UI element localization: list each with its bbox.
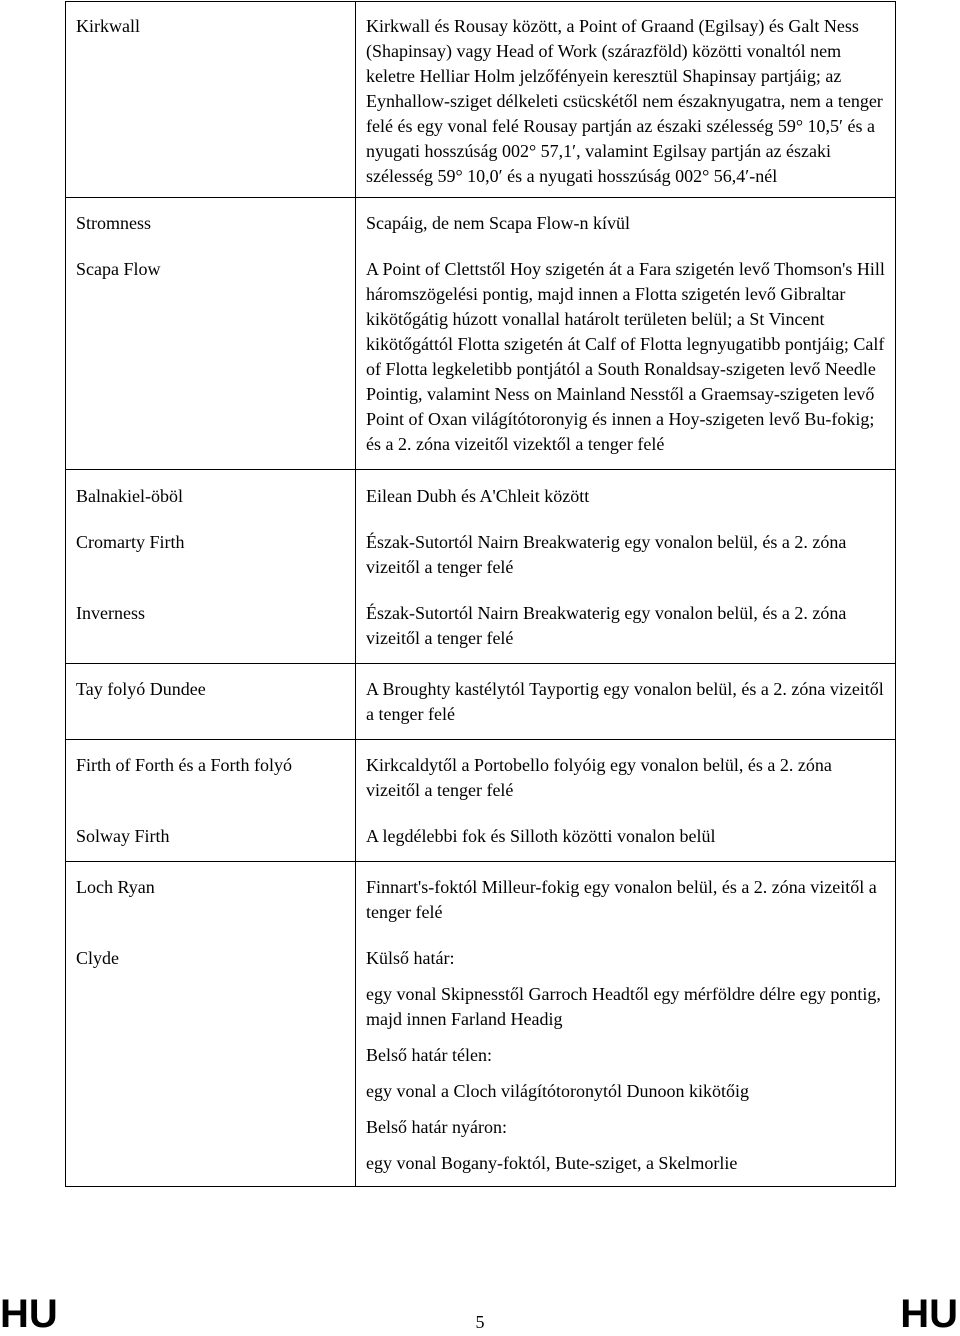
table-row xyxy=(66,664,896,740)
boundary-heading: Külső határ: xyxy=(366,948,455,968)
language-code-right: HU xyxy=(900,1292,958,1336)
location-name: Firth of Forth és a Forth folyó xyxy=(76,755,292,775)
location-cell xyxy=(66,198,356,470)
boundary-description: egy vonal Skipnesstől Garroch Headtől egy mérföldre délre egy pontig, majd innen Farland Headig xyxy=(366,984,881,1029)
location-cell xyxy=(66,2,356,198)
location-name: Inverness xyxy=(76,603,145,623)
table-row xyxy=(66,862,896,1187)
boundary-description: Észak-Sutortól Nairn Breakwaterig egy vonalon belül, és a 2. zóna vizeitől a tenger felé xyxy=(366,603,847,648)
location-name: Tay folyó Dundee xyxy=(76,679,206,699)
boundary-description: Kirkwall és Rousay között, a Point of Graand (Egilsay) és Galt Ness (Shapinsay) vagy Head of Work (szárazföld) közötti vonaltól nem keletre Helliar Holm jelzőfényein keresztül Shapinsay partjáig; az Eynhallow-sziget délkeleti csücskétől nem északnyugatra, nem a tenger felé és egy vonal felé Rousay partján az északi szélesség 59° 10,5′ és a nyugati hosszúság 002° 57,1′, valamint Egilsay partján az északi szélesség 59° 10,0′ és a nyugati hosszúság 002° 56,4′-nél xyxy=(366,16,883,186)
location-name: Kirkwall xyxy=(76,16,140,36)
location-name: Solway Firth xyxy=(76,826,170,846)
location-cell xyxy=(66,664,356,740)
boundary-description: Kirkcaldytől a Portobello folyóig egy vonalon belül, és a 2. zóna vizeitől a tenger felé xyxy=(366,755,832,800)
language-code-left: HU xyxy=(0,1292,58,1336)
location-name: Balnakiel-öböl xyxy=(76,486,183,506)
location-cell xyxy=(66,740,356,862)
boundary-description: egy vonal Bogany-foktól, Bute-sziget, a Skelmorlie xyxy=(366,1153,738,1173)
boundary-description: A Broughty kastélytól Tayportig egy vonalon belül, és a 2. zóna vizeitől a tenger felé xyxy=(366,679,884,724)
boundary-cell xyxy=(356,862,896,1187)
boundary-heading: Belső határ télen: xyxy=(366,1045,492,1065)
location-cell xyxy=(66,470,356,664)
boundary-cell xyxy=(356,470,896,664)
table-row xyxy=(66,470,896,664)
boundary-cell xyxy=(356,740,896,862)
boundary-description: Scapáig, de nem Scapa Flow-n kívül xyxy=(366,213,630,233)
location-cell xyxy=(66,862,356,1187)
location-name: Clyde xyxy=(76,948,119,968)
boundary-cell xyxy=(356,664,896,740)
boundary-description: egy vonal a Cloch világítótoronytól Dunoon kikötőig xyxy=(366,1081,749,1101)
table-row xyxy=(66,740,896,862)
location-name: Cromarty Firth xyxy=(76,532,185,552)
page-number: 5 xyxy=(475,1312,485,1332)
location-name: Scapa Flow xyxy=(76,259,161,279)
document-table xyxy=(65,1,896,1187)
location-name: Stromness xyxy=(76,213,152,233)
boundary-cell xyxy=(356,198,896,470)
boundary-description: Finnart's-foktól Milleur-fokig egy vonalon belül, és a 2. zóna vizeitől a tenger felé xyxy=(366,877,877,922)
boundary-cell xyxy=(356,2,896,198)
boundary-description: A Point of Clettstől Hoy szigetén át a Fara szigetén levő Thomson's Hill háromszögelési pontig, majd innen a Flotta szigetén levő Gibraltar kikötőgátig húzott vonallal határolt területen belül; a St Vincent kikötőgáttól Flotta szigetén át Calf of Flotta legnyugatibb pontjáig; Calf of Flotta legkeletibb pontjától a South Ronaldsay-szigeten levő Needle Pointig, valamint Ness on Mainland Nesstől a Graemsay-szigeten levő Point of Oxan világítótoronyig és innen a Hoy-szigeten levő Bu-fokig; és a 2. zóna vizeitől vizektől a tenger felé xyxy=(366,259,885,454)
boundary-heading: Belső határ nyáron: xyxy=(366,1117,507,1137)
boundary-description: Észak-Sutortól Nairn Breakwaterig egy vonalon belül, és a 2. zóna vizeitől a tenger felé xyxy=(366,532,847,577)
boundary-description: A legdélebbi fok és Silloth közötti vonalon belül xyxy=(366,826,716,846)
table-row xyxy=(66,198,896,470)
table-row xyxy=(66,2,896,198)
boundary-description: Eilean Dubh és A'Chleit között xyxy=(366,486,590,506)
location-name: Loch Ryan xyxy=(76,877,155,897)
